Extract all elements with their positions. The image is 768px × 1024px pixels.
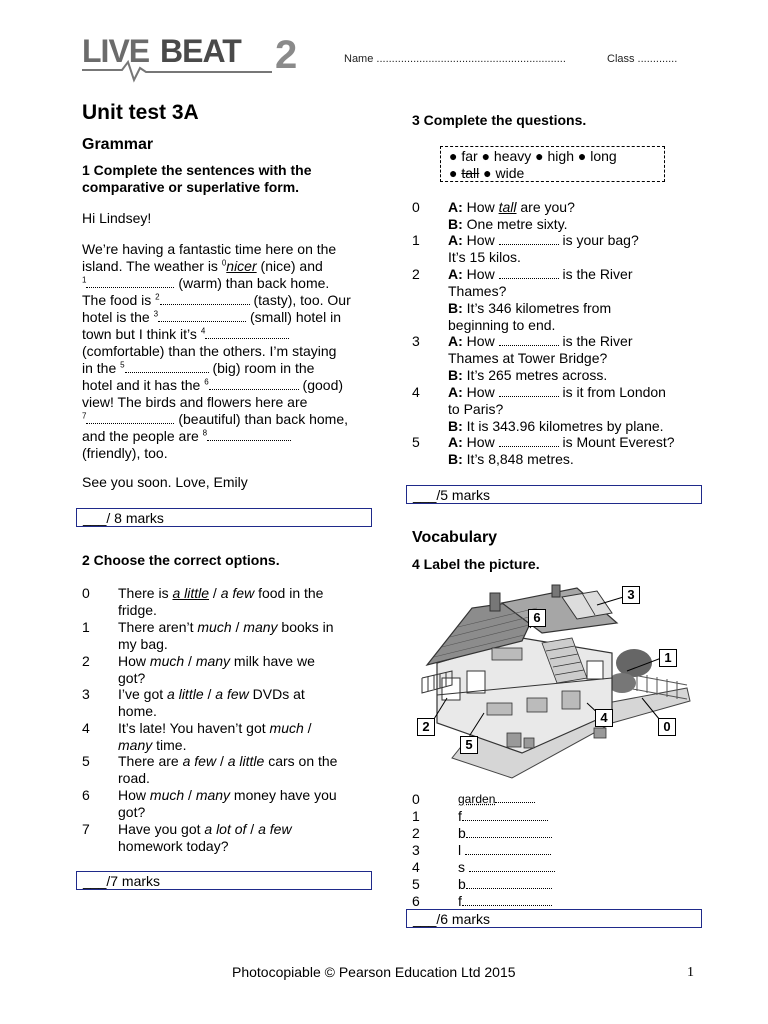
ex4-blank-3[interactable] [465,843,551,855]
ex1-greeting: Hi Lindsey! [82,210,152,226]
svg-text:2: 2 [275,33,298,77]
vocabulary-heading: Vocabulary [412,529,498,546]
svg-text:LIVE: LIVE [82,33,150,69]
picture-label-5: 5 [460,736,478,754]
picture-label-6: 6 [528,609,546,627]
ex1-letter: We’re having a fantastic time here on the island. The weather is $^0$nicer (nice) and $^1$ (warm) than back home. The food is $^2$ (tasty), too. Our hotel is the $^3$ (small) hotel in town but I think it’s $^4$ (comfortable) than the others. I’m staying in the $^5$ (big) room in the hotel and it has the $^6$ (good) view! The birds and flowers here are $^7$ (beautiful) than back home, and the people are $^8$ (friendly), too. [82,241,351,461]
blank-1[interactable] [86,276,174,288]
ex1-instruction: 1 Complete the sentences with the comparative or superlative form. [82,162,312,195]
ex3-word-box: ● far ● heavy ● high ● long ● tall ● wide [440,146,665,182]
footer-copyright: Photocopiable © Pearson Education Ltd 2015 [232,964,516,980]
name-field[interactable]: Name .............................................................. [344,53,566,65]
live-beat-logo [82,32,302,84]
ex4-blank-1[interactable] [462,809,548,821]
ex4-instruction: 4 Label the picture. [412,556,540,572]
blank-3[interactable] [158,310,246,322]
blank-8[interactable] [207,429,291,441]
class-field[interactable]: Class ............. [607,53,678,65]
ex4-marks-box[interactable]: ___/6 marks [406,909,702,928]
blank-7[interactable] [86,412,174,424]
ex3-marks-box[interactable]: ___/5 marks [406,485,702,504]
ex4-blank-6[interactable] [462,894,552,906]
blank-2[interactable] [160,293,250,305]
page-number: 1 [687,965,694,980]
ex1-signoff: See you soon. Love, Emily [82,474,248,490]
ex4-blank-5[interactable] [466,877,552,889]
ex2-marks-box[interactable]: ___/7 marks [76,871,372,890]
picture-label-0: 0 [658,718,676,736]
picture-label-3: 3 [622,586,640,604]
ex4-blank-2[interactable] [466,826,552,838]
picture-label-2: 2 [417,718,435,736]
grammar-heading: Grammar [82,136,154,153]
ex2-instruction: 2 Choose the correct options. [82,552,280,568]
ex1-marks-box[interactable]: ___/ 8 marks [76,508,372,527]
picture-label-1: 1 [659,649,677,667]
blank-5[interactable] [125,361,209,373]
picture-label-4: 4 [595,709,613,727]
svg-text:BEAT: BEAT [160,33,241,69]
blank-6[interactable] [209,378,299,390]
house-illustration [412,583,692,788]
ex3-instruction: 3 Complete the questions. [412,112,587,128]
blank-4[interactable] [205,327,289,339]
page-title: Unit test 3A [82,101,199,124]
ex4-blank-4[interactable] [469,860,555,872]
